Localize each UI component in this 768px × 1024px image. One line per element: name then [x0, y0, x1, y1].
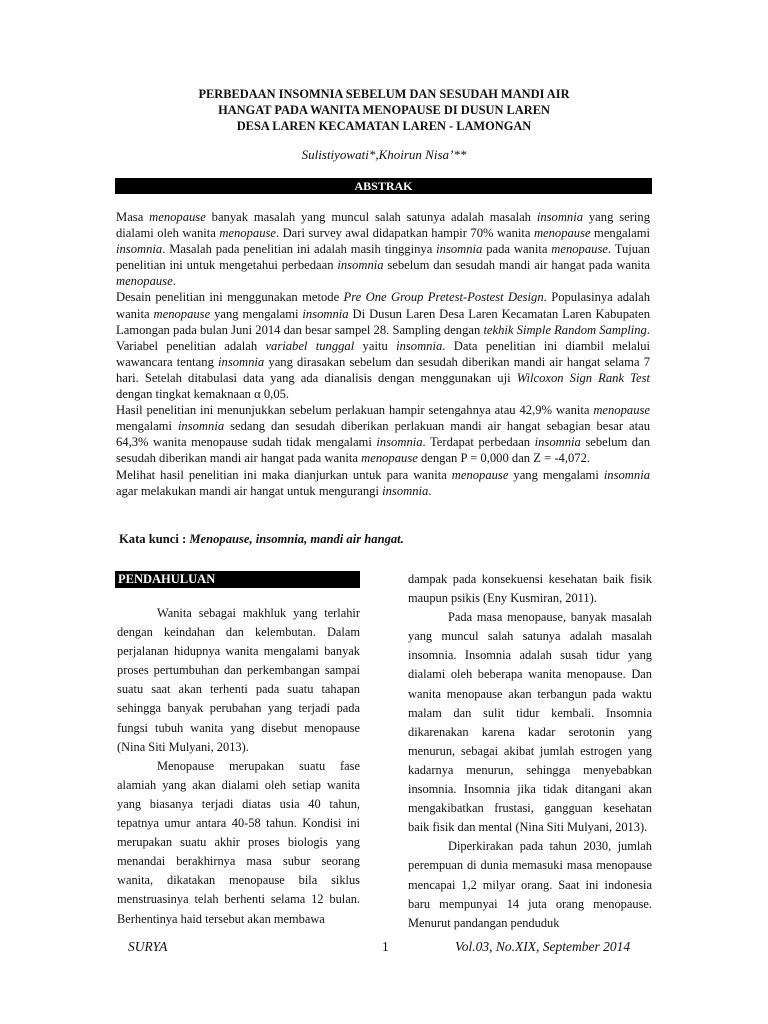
title-line-1: PERBEDAAN INSOMNIA SEBELUM DAN SESUDAH MANDI AIR [198, 87, 570, 101]
body-paragraph: dampak pada konsekuensi kesehatan baik fisik maupun psikis (Eny Kusmiran, 2011). [408, 572, 652, 606]
body-paragraph: Menopause merupakan suatu fase alamiah yang akan dialami oleh setiap wanita yang biasanya terjadi diatas usia 40 tahun, tepatnya umur antara 40-58 tahun. Kondisi ini merupakan suatu akhir proses biologis yang menandai berakhirnya masa subur seorang wanita, dikatakan menopause bila siklus menstruasinya telah berhenti selama 12 bulan. Berhentinya haid tersebut akan membawa [117, 758, 360, 926]
left-column [117, 604, 360, 929]
body-paragraph: Diperkirakan pada tahun 2030, jumlah perempuan di dunia memasuki masa menopause mencapai 1,2 milyar orang. Saat ini indonesia baru mempunyai 14 juta orang menopause. Menurut pandangan penduduk [408, 839, 652, 930]
keywords-label: Kata kunci : [119, 532, 190, 546]
keywords [119, 532, 404, 547]
title-line-3: DESA LAREN KECAMATAN LAREN - LAMONGAN [236, 119, 532, 133]
abstract-paragraph-4: Melihat hasil penelitian ini maka dianjurkan untuk para wanita menopause yang mengalami insomnia agar melakukan mandi air hangat untuk mengurangi insomnia. [116, 467, 650, 498]
abstract-paragraph-2: Desain penelitian ini menggunakan metode Pre One Group Pretest-Postest Design. Populasinya adalah wanita menopause yang mengalami insomnia Di Dusun Laren Desa Laren Kecamatan Laren Kabupaten Lamongan pada bulan Juni 2014 dan besar sampel 28. Sampling dengan tekhik Simple Random Sampling. Variabel penelitian adalah variabel tunggal yaitu insomnia. Data penelitian ini diambil melalui wawancara tentang insomnia yang dirasakan sebelum dan sesudah diberikan mandi air hangat selama 7 hari. Setelah ditabulasi data yang ada dianalisis dengan menggunakan uji Wilcoxon Sign Rank Test dengan tingkat kemaknaan α 0,05. [116, 290, 651, 402]
title-line-2: HANGAT PADA WANITA MENOPAUSE DI DUSUN LAREN [218, 103, 550, 117]
right-column [408, 570, 652, 933]
section-heading-pendahuluan: PENDAHULUAN [115, 571, 360, 588]
keywords-terms: Menopause, insomnia, mandi air hangat. [189, 532, 404, 546]
abstract-body [116, 209, 650, 499]
footer-journal: SURYA [128, 939, 168, 954]
abstract-paragraph-1: Masa menopause banyak masalah yang muncul salah satunya adalah masalah insomnia yang sering dialami oleh wanita menopause. Dari survey awal didapatkan hampir 70% wanita menopause mengalami insomnia. Masalah pada penelitian ini adalah masih tingginya insomnia pada wanita menopause. Tujuan penelitian ini untuk mengetahui perbedaan insomnia sebelum dan sesudah mandi air hangat pada wanita menopause. [116, 210, 650, 289]
body-paragraph: Wanita sebagai makhluk yang terlahir dengan keindahan dan kelembutan. Dalam perjalanan hidupnya wanita mengalami banyak proses pertumbuhan dan perkembangan sampai suatu saat akan terhenti pada suatu tahapan sehingga banyak perubahan yang terjadi pada fungsi tubuh wanita yang disebut menopause (Nina Siti Mulyani, 2013). [117, 606, 360, 754]
abstract-paragraph-3: Hasil penelitian ini menunjukkan sebelum perlakuan hampir setengahnya atau 42,9% wanita menopause mengalami insomnia sedang dan sesudah diberikan perlakuan mandi air hangat sebagian besar atau 64,3% wanita menopause sudah tidak mengalami insomnia. Terdapat perbedaan insomnia sebelum dan sesudah diberikan mandi air hangat pada wanita menopause dengan P = 0,000 dan Z = -4,072. [116, 403, 650, 466]
authors: Sulistiyowati*,Khoirun Nisa’** [301, 147, 467, 162]
body-paragraph: Pada masa menopause, banyak masalah yang muncul salah satunya adalah masalah insomnia. Insomnia adalah susah tidur yang dialami oleh beberapa wanita menopause. Dan wanita menopause akan terbangun pada waktu malam dan sulit tidur kembali. Insomnia dikarenakan karena kadar serotonin yang menurun, sebagai akibat jumlah estrogen yang kadarnya menurun, sehingga menyebabkan insomnia. Insomnia jika tidak ditangani akan mengakibatkan frustasi, gangguan kesehatan baik fisik dan mental (Nina Siti Mulyani, 2013). [408, 610, 652, 835]
paper-title [110, 86, 658, 134]
footer-page-number: 1 [382, 939, 389, 954]
abstract-heading: ABSTRAK [115, 178, 652, 194]
footer-volume: Vol.03, No.XIX, September 2014 [455, 939, 631, 954]
